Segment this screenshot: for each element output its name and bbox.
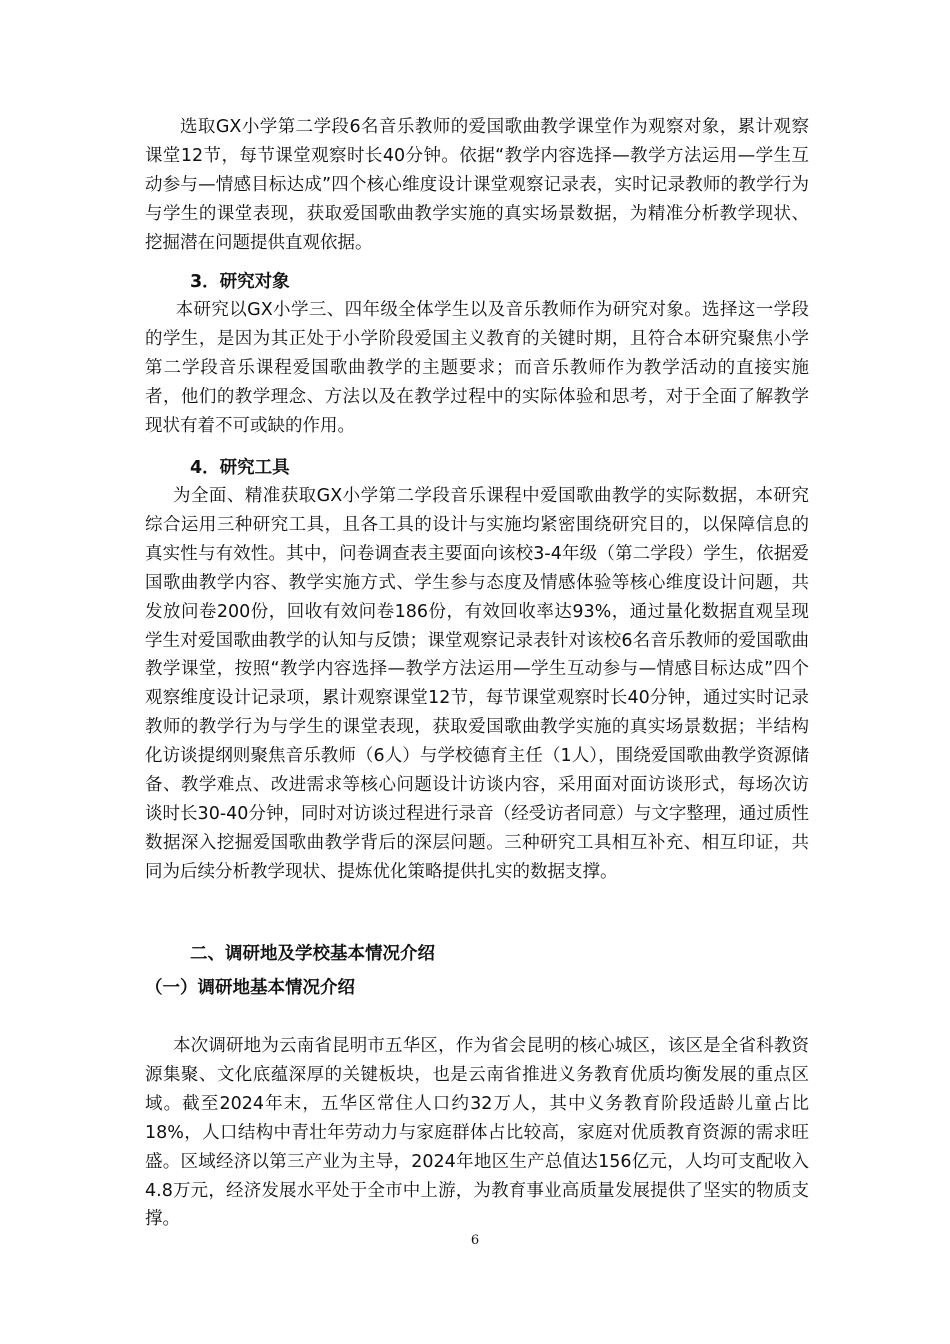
page-number: 6	[470, 1233, 480, 1248]
heading-subsection-one: （一）调研地基本情况介绍	[145, 978, 355, 998]
paragraph-region-overview: 本次调研地为云南省昆明市五华区，作为省会昆明的核心城区，该区是全省科教资源集聚、文化底蕴深厚的关键板块，也是云南省推进义务教育优质均衡发展的重点区域。截至2024年末，五华区常住人口约32万人，其中义务教育阶段适龄儿童占比18%，人口结构中青壮年劳动力与家庭群体占比较高，家庭对优质教育资源的需求旺盛。区域经济以第三产业为主导，2024年地区生产总值达156亿元，人均可支配收入4.8万元，经济发展水平处于全市中上游，为教育事业高质量发展提供了坚实的物质支撑。	[145, 1036, 809, 1230]
paragraph-research-tools: 为全面、精准获取GX小学第二学段音乐课程中爱国歌曲教学的实际数据，本研究综合运用三种研究工具，且各工具的设计与实施均紧密围绕研究目的，以保障信息的真实性与有效性。其中，问卷调查表主要面向该校3-4年级（第二学段）学生，依据爱国歌曲教学内容、教学实施方式、学生参与态度及情感体验等核心维度设计问题，共发放问卷200份，回收有效问卷186份，有效回收率达93%，通过量化数据直观呈现学生对爱国歌曲教学的认知与反馈；课堂观察记录表针对该校6名音乐教师的爱国歌曲教学课堂，按照“教学内容选择—教学方法运用—学生互动参与—情感目标达成”四个观察维度设计记录项，累计观察课堂12节，每节课堂观察时长40分钟，通过实时记录教师的教学行为与学生的课堂表现，获取爱国歌曲教学实施的真实场景数据；半结构化访谈提纲则聚焦音乐教师（6人）与学校德育主任（1人），围绕爱国歌曲教学资源储备、教学难点、改进需求等核心问题设计访谈内容，采用面对面访谈形式，每场次访谈时长30-40分钟，同时对访谈过程进行录音（经受访者同意）与文字整理，通过质性数据深入挖掘爱国歌曲教学背后的深层问题。三种研究工具相互补充、相互印证，共同为后续分析教学现状、提炼优化策略提供扎实的数据支撑。	[145, 486, 809, 882]
paragraph-classroom-observation: 选取GX小学第二学段6名音乐教师的爱国歌曲教学课堂作为观察对象，累计观察课堂12节，每节课堂观察时长40分钟。依据“教学内容选择—教学方法运用—学生互动参与—情感目标达成”四个核心维度设计课堂观察记录表，实时记录教师的教学行为与学生的课堂表现，获取爱国歌曲教学实施的真实场景数据，为精准分析教学现状、挖掘潜在问题提供直观依据。	[145, 117, 809, 253]
heading-research-tools: 4．研究工具	[190, 458, 290, 478]
paragraph-research-object: 本研究以GX小学三、四年级全体学生以及音乐教师作为研究对象。选择这一学段的学生，是因为其正处于小学阶段爱国主义教育的关键时期，且符合本研究聚焦小学第二学段音乐课程爱国歌曲教学的主题要求；而音乐教师作为教学活动的直接实施者，他们的教学理念、方法以及在教学过程中的实际体验和思考，对于全面了解教学现状有着不可或缺的作用。	[145, 300, 809, 436]
heading-research-object: 3．研究对象	[190, 272, 290, 292]
heading-section-two: 二、调研地及学校基本情况介绍	[190, 944, 435, 964]
